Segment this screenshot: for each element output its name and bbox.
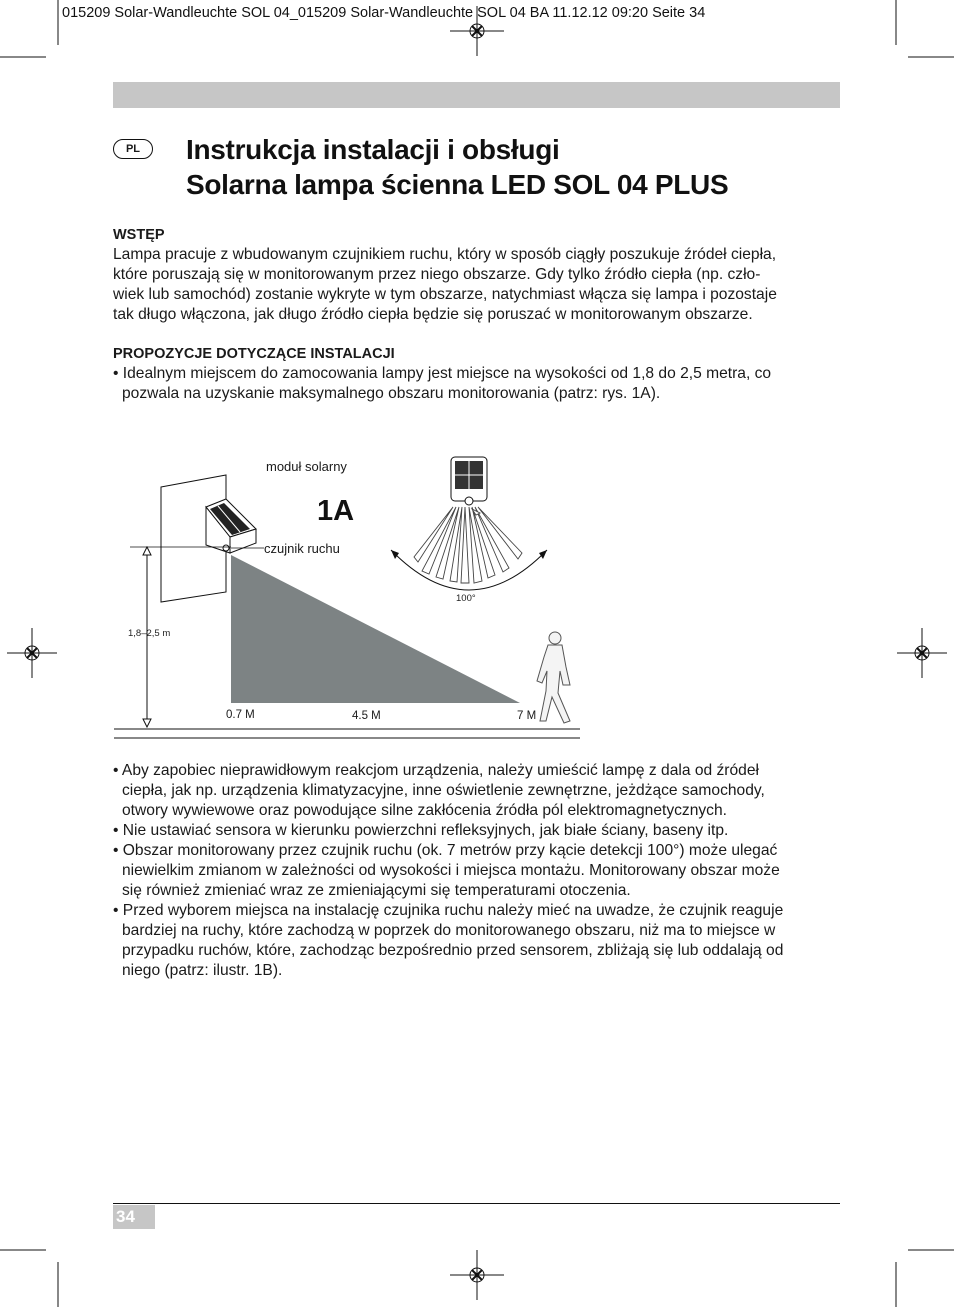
registration-mark-right [897,628,947,678]
distance-label-far: 7 M [517,710,537,722]
registration-mark-top [450,6,504,56]
note-line: się również zmieniać wraz ze zmieniającymi się temperaturami otoczenia. [122,882,631,899]
note-line: ciepła, jak np. urządzenia klimatyzacyjne, inne oświetlenie zewnętrzne, jeżdżące samochody, [122,782,765,799]
page-title [186,132,728,202]
figure-1a [100,445,600,745]
footer-rule [113,1203,840,1204]
title-line-1: Instrukcja instalacji i obsługi [186,134,560,165]
page-number: 34 [113,1205,155,1229]
height-label: 1,8–2,5 m [128,628,171,639]
motion-sensor-label: czujnik ruchu [264,541,340,556]
note-bullet [113,821,839,841]
intro-line: Lampa pracuje z wbudowanym czujnikiem ruchu, który w sposób ciągły poszukuje źródeł ciepła, [113,246,777,263]
note-line: niego (patrz: ilustr. 1B). [122,962,283,979]
note-line: • Przed wyborem miejsca na instalację czujnika ruchu należy mieć na uwadze, że czujnik reaguje [113,902,784,919]
install-bullet-line: • Idealnym miejscem do zamocowania lampy jest miejsce na wysokości od 1,8 do 2,5 metra, co [113,365,772,382]
note-line: przypadku ruchów, które, zachodząc bezpośrednio przed sensorem, zbliżają się lub oddalają od [122,942,784,959]
notes-section [113,761,839,981]
note-line: • Aby zapobiec nieprawidłowym reakcjom urządzenia, należy umieścić lampę z dala od źródeł [113,762,759,779]
print-slug: 015209 Solar-Wandleuchte SOL 04_015209 Solar-Wandleuchte SOL 04 BA 11.12.12 09:20 Seite 34 [62,5,706,21]
registration-mark-bottom [450,1250,504,1300]
note-bullet [113,901,839,981]
sensor-top-view-icon [451,457,487,505]
install-section [113,344,839,404]
language-badge: PL [113,139,153,159]
install-bullet-line: pozwala na uzyskanie maksymalnego obszaru monitorowania (patrz: rys. 1A). [122,385,661,402]
intro-line: wiek lub samochód) zostanie wykryte w tym obszarze, natychmiast włącza się lampa i pozostaje [113,286,777,303]
distance-label-mid: 4.5 M [352,710,381,722]
note-line: niewielkim zmianom w zależności od wysokości i miejsca montażu. Monitorowany obszar może [122,862,780,879]
note-line: • Nie ustawiać sensora w kierunku powierzchni refleksyjnych, jak białe ściany, baseny itp. [113,822,729,839]
install-heading: PROPOZYCJE DOTYCZĄCE INSTALACJI [113,346,395,362]
solar-module-label: moduł solarny [266,459,347,474]
intro-heading: WSTĘP [113,227,165,243]
registration-mark-left [7,628,57,678]
lamp-icon [206,499,256,553]
figure-id: 1A [317,495,355,527]
intro-section [113,225,839,325]
note-bullet [113,761,839,821]
note-line: otwory wywiewowe oraz powodujące silne zakłócenia źródła pól elektromagnetycznych. [122,802,727,819]
intro-line: tak długo włączona, jak długo źródło ciepła będzie się poruszać w monitorowanym obszarze. [113,306,753,323]
angle-label: 100° [456,593,476,604]
note-line: bardziej na ruchy, które zachodzą w poprzek do monitorowanego obszaru, niż ma to miejsce w [122,922,776,939]
person-icon [537,632,570,723]
intro-line: które poruszają się w monitorowanym przez niego obszarze. Gdy tylko źródło ciepła (np. czło- [113,266,761,283]
title-line-2: Solarna lampa ścienna LED SOL 04 PLUS [186,169,729,200]
detection-beams [414,507,522,583]
note-bullet [113,841,839,901]
distance-label-near: 0.7 M [226,709,255,721]
note-line: • Obszar monitorowany przez czujnik ruchu (ok. 7 metrów przy kącie detekcji 100°) może ulegać [113,842,778,859]
header-bar [113,82,840,108]
